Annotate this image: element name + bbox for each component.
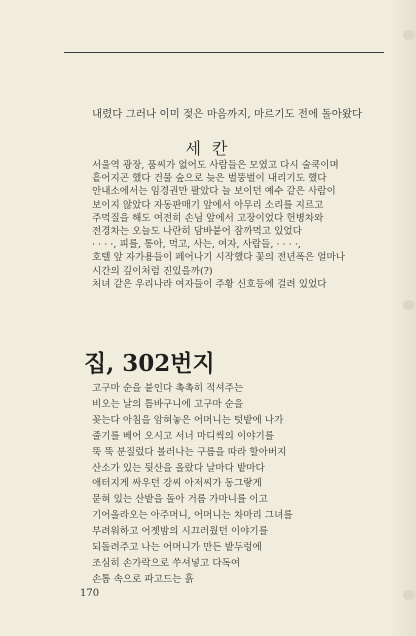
poem-line: 서울역 광장, 품씨가 없어도 사람들은 모였고 다시 술쿡이며 (92, 160, 339, 171)
top-rule (64, 52, 384, 53)
poem-line: 주먹질을 해도 여전히 손님 앞에서 고장이었다 헌병차와 (92, 212, 324, 224)
poem-line: 호텔 앞 자가용들이 페어나기 시작했다 꽃의 전년폭은 얼마나 (92, 252, 346, 264)
poem-line: 전경차는 오늘도 나란히 담바붙어 잠까먹고 있었다 (92, 226, 302, 238)
poem-line: 묻혀 있는 산밭을 돌아 거름 가마니를 이고 (92, 494, 268, 506)
poem-line: 안내소에서는 임경권만 팔았다 늘 보이던 예수 같은 사람이 (92, 186, 336, 198)
poem-line: 뚝 뚝 분질렀다 볼러나는 구름을 따라 할아버지 (92, 446, 287, 458)
binding-hole (403, 300, 415, 310)
poem-line: 애터지게 싸우던 강씨 아저씨가 동그랗게 (92, 478, 262, 490)
binding-hole (403, 590, 415, 600)
page-number: 170 (80, 588, 100, 599)
poem-title: 집, 302번지 (84, 350, 215, 377)
poem-line: 손톱 속으로 파고드는 흙 (92, 573, 194, 585)
poem-line: 기어올라오는 아주머니, 어머니는 차마리 그녀를 (92, 510, 293, 522)
poem-body (92, 159, 392, 291)
poem-line: 흩어지곤 했다 건물 숲으로 늦은 벌뚱벌이 내리기도 했다 (92, 173, 327, 185)
poem-title: 세 칸 (185, 139, 231, 158)
poem-line: 부려워하고 어젯밤의 시끄러웠던 이야기를 (92, 526, 268, 538)
poem-line: 시간의 깊이처럼 진있을까(?) (92, 265, 213, 277)
poem-line: 줄기를 베어 오시고 서너 마디씩의 이야기를 (92, 430, 275, 442)
poem-line: 비오는 날의 틈바구니에 고구마 순을 (92, 398, 244, 410)
poem-line: 고구마 순을 붙인다 촉촉히 적셔주는 (92, 383, 244, 394)
poem-line: 되돌려주고 나는 어머니가 만든 밭두렁에 (92, 542, 262, 554)
poem-line: · · · ·, 피를, 통아, 먹고, 사는, 여자, 사람들, · · · ·, (92, 239, 301, 251)
poem-line: 처녀 같은 우리나라 여자들이 주황 신호등에 걸려 있었다 (92, 278, 327, 290)
poem-line: 꽂는다 아침을 암혀놓은 어머니는 텃밭에 나가 (92, 414, 284, 426)
lead-line: 내렸다 그러나 이미 젖은 마음까지, 마르기도 전에 돌아왔다 (92, 108, 363, 120)
poem-line: 조심히 손가락으로 쑤셔넣고 다독여 (92, 557, 241, 569)
binding-hole (403, 30, 415, 40)
poem-line: 보이지 않았다 자동판매기 앞에서 아무리 소리를 지르고 (92, 199, 324, 211)
poem-line: 산소가 있는 뒷산을 올랐다 날마다 밭마다 (92, 462, 265, 474)
poem-body (92, 381, 392, 588)
